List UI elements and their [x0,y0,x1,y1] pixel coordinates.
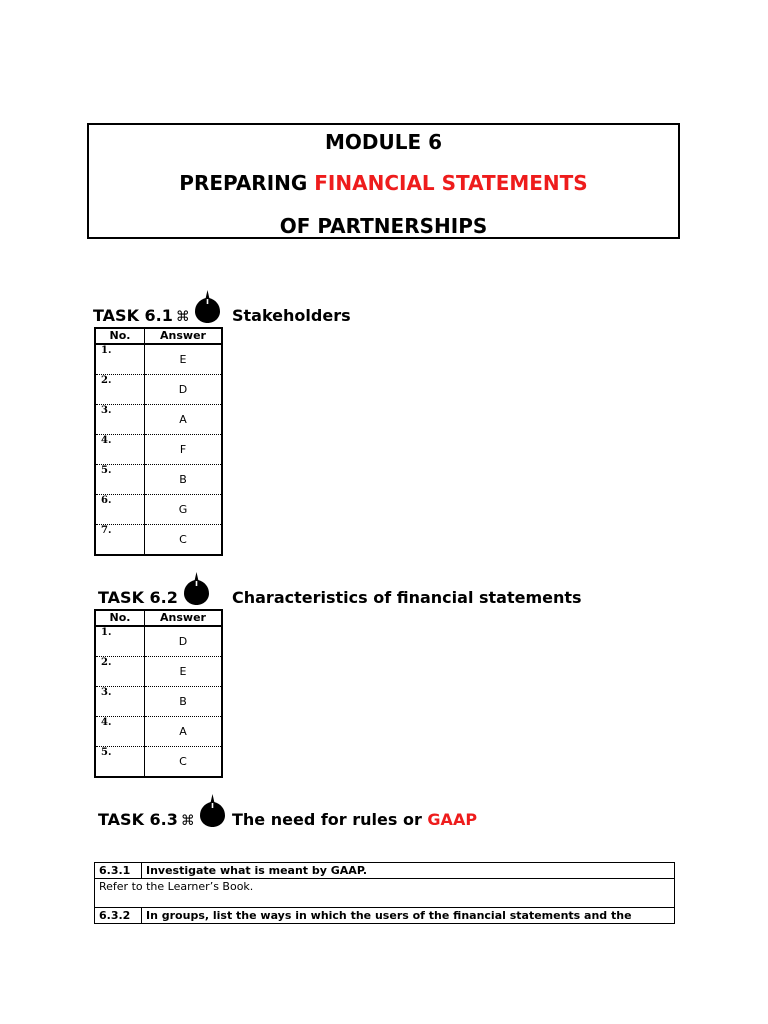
module-subtitle-line3: OF PARTNERSHIPS [279,214,488,238]
table-row [95,657,222,687]
row-number: 7. [95,525,145,556]
row-answer: F [145,435,223,465]
task-6-3-title-prefix: The need for rules or [232,810,428,829]
table-row [95,747,222,778]
drop-icon [200,794,225,827]
table-row [95,626,222,657]
row-number: 4. [95,435,145,465]
table-row [95,344,222,375]
row-answer: E [145,657,223,687]
question-text: Investigate what is meant by GAAP. [142,863,675,879]
row-number: 3. [95,687,145,717]
task-6-1-number: TASK 6.1 [93,306,173,325]
row-answer: D [145,626,223,657]
task-6-2-label: TASK 6.2 [98,588,178,607]
task-6-1-label [93,306,190,325]
row-answer: B [145,687,223,717]
module-subtitle [89,171,678,195]
task-6-3-label [98,810,195,829]
task-6-3-title [232,810,477,829]
question-text: In groups, list the ways in which the users of the financial statements and the [142,908,675,924]
table-row [95,375,222,405]
task-6-3-question-table [94,862,675,924]
row-answer: C [179,533,187,546]
column-header-answer: Answer [145,328,223,344]
drop-icon [184,572,209,605]
row-number: 3. [95,405,145,435]
table-row [95,525,222,556]
row-answer: A [145,405,223,435]
question-row [95,863,675,879]
task-6-3-number: TASK 6.3 [98,810,178,829]
table-header-row [95,328,222,344]
answer-row [95,879,675,908]
row-number: 5. [95,747,145,778]
row-answer: C [179,755,187,768]
task-6-3-title-highlight: GAAP [427,810,478,829]
column-header-answer: Answer [145,610,223,626]
table-row [95,405,222,435]
subtitle-highlight: FINANCIAL STATEMENTS [314,171,588,195]
row-answer: G [145,495,223,525]
row-answer: A [145,717,223,747]
table-row [95,435,222,465]
column-header-no: No. [95,610,145,626]
row-number: 2. [95,657,145,687]
question-number: 6.3.2 [95,908,142,924]
answer-note: Refer to the Learner’s Book. [95,879,675,908]
module-title-box [87,123,680,239]
keyboard-command-icon: ⌘ [175,309,190,325]
question-row [95,908,675,924]
row-number: 2. [95,375,145,405]
row-answer: E [145,344,223,375]
task-6-2-title: Characteristics of financial statements [232,588,582,607]
column-header-no: No. [95,328,145,344]
row-number: 1. [95,626,145,657]
row-answer: B [145,465,223,495]
table-header-row [95,610,222,626]
task-6-1-title: Stakeholders [232,306,351,325]
table-row [95,465,222,495]
question-number: 6.3.1 [95,863,142,879]
table-row [95,687,222,717]
row-number: 6. [95,495,145,525]
task-6-1-answer-table [94,327,223,556]
subtitle-prefix: PREPARING [179,171,315,195]
row-number: 5. [95,465,145,495]
table-row [95,717,222,747]
row-number: 1. [95,344,145,375]
row-number: 4. [95,717,145,747]
keyboard-command-icon: ⌘ [180,813,195,829]
drop-icon [195,290,220,323]
task-6-2-answer-table [94,609,223,778]
module-title: MODULE 6 [324,130,443,154]
row-answer: D [145,375,223,405]
table-row [95,495,222,525]
